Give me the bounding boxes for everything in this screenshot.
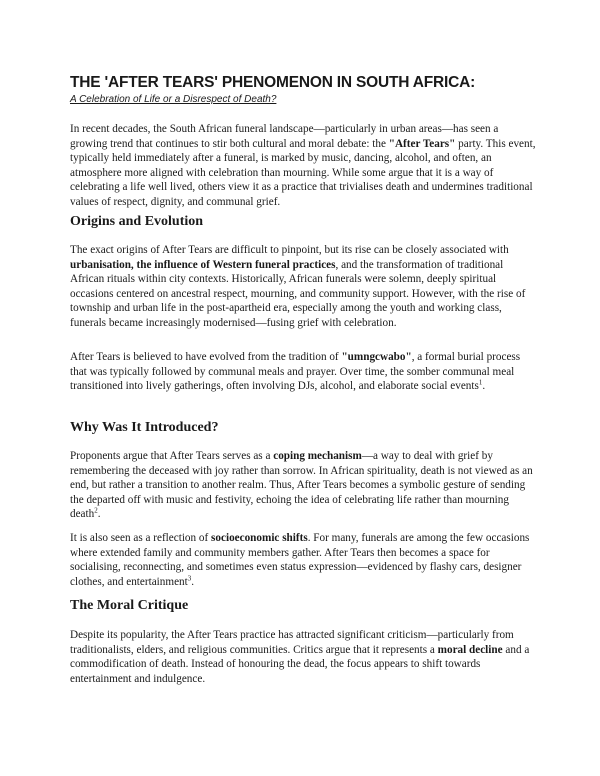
- umngcwabo-term: "umngcwabo": [341, 351, 412, 363]
- intro-paragraph: In recent decades, the South African funeral landscape—particularly in urban areas—has seen a growing trend that continues to stir both cultural and moral debate: the "After Tears" party. This event, typically held immediately after a funeral, is marked by music, dancing, alcohol, and often, an atmosphere more aligned with celebration than mourning. While some argue that it is a way of celebrating a life well lived, others view it as a practice that trivialises death and undermines traditional values of respect, dignity, and communal grief.: [70, 123, 536, 208]
- footnote-ref-3: 3: [187, 574, 192, 583]
- moral-critique-paragraph: Despite its popularity, the After Tears practice has attracted significant criticism—particularly from traditionalists, elders, and religious communities. Critics argue that it represents a moral decline and a commodification of death. Instead of honouring the dead, the focus appears to shift towards entertainment and indulgence.: [70, 629, 530, 685]
- origins-paragraph-2: After Tears is believed to have evolved from the tradition of "umngcwabo", a formal burial process that was typically followed by communal meals and prayer. Over time, the somber communal meal transitioned into lively gatherings, often involving DJs, alcohol, and elaborate social events$^1$.: [70, 351, 521, 393]
- section-heading-moral-critique: The Moral Critique: [70, 598, 189, 613]
- after-tears-term: "After Tears": [388, 137, 456, 150]
- footnote-ref-2: 2: [94, 506, 98, 515]
- coping-mechanism-term: coping mechanism: [273, 450, 362, 462]
- section-heading-why: Why Was It Introduced?: [70, 420, 219, 435]
- why-paragraph-2: It is also seen as a reflection of socioeconomic shifts. For many, funerals are among the few occasions where extended family and community members gather. After Tears then becomes a space for socialising, reconnecting, and sometimes even status expression—evidenced by flashy cars, designer clothes, and entertainment$^3$.: [70, 532, 530, 588]
- footnote-ref-1: 1: [478, 378, 483, 387]
- urbanisation-term: urbanisation, the influence of Western funeral practices: [70, 258, 336, 271]
- why-paragraph-1: Proponents argue that After Tears serves as a coping mechanism—a way to deal with grief by remembering the deceased with joy rather than sorrow. In African spirituality, death is not viewed as an end, but rather a transition to another realm. Thus, After Tears becomes a symbolic gesture of sending the departed off with music and festivity, echoing the idea of celebrating life rather than mourning death$^2$.: [70, 450, 533, 521]
- document-subtitle: A Celebration of Life or a Disrespect of Death?: [70, 94, 277, 105]
- moral-decline-term: moral decline: [437, 643, 503, 656]
- origins-paragraph-1: The exact origins of After Tears are difficult to pinpoint, but its rise can be closely associated with urbanisation, the influence of Western funeral practices, and the transformation of traditional African rituals within city contexts. Historically, African funerals were solemn, deeply spiritual occasions centered on ancestral respect, mourning, and community support. However, with the rise of township and urban life in the post-apartheid era, especially among the youth and working class, funerals became increasingly modernised—fusing grief with celebration.: [70, 244, 526, 329]
- document-title: THE 'AFTER TEARS' PHENOMENON IN SOUTH AFRICA:: [70, 74, 476, 91]
- section-heading-origins: Origins and Evolution: [70, 214, 204, 229]
- socioeconomic-shifts-term: socioeconomic shifts: [211, 532, 308, 544]
